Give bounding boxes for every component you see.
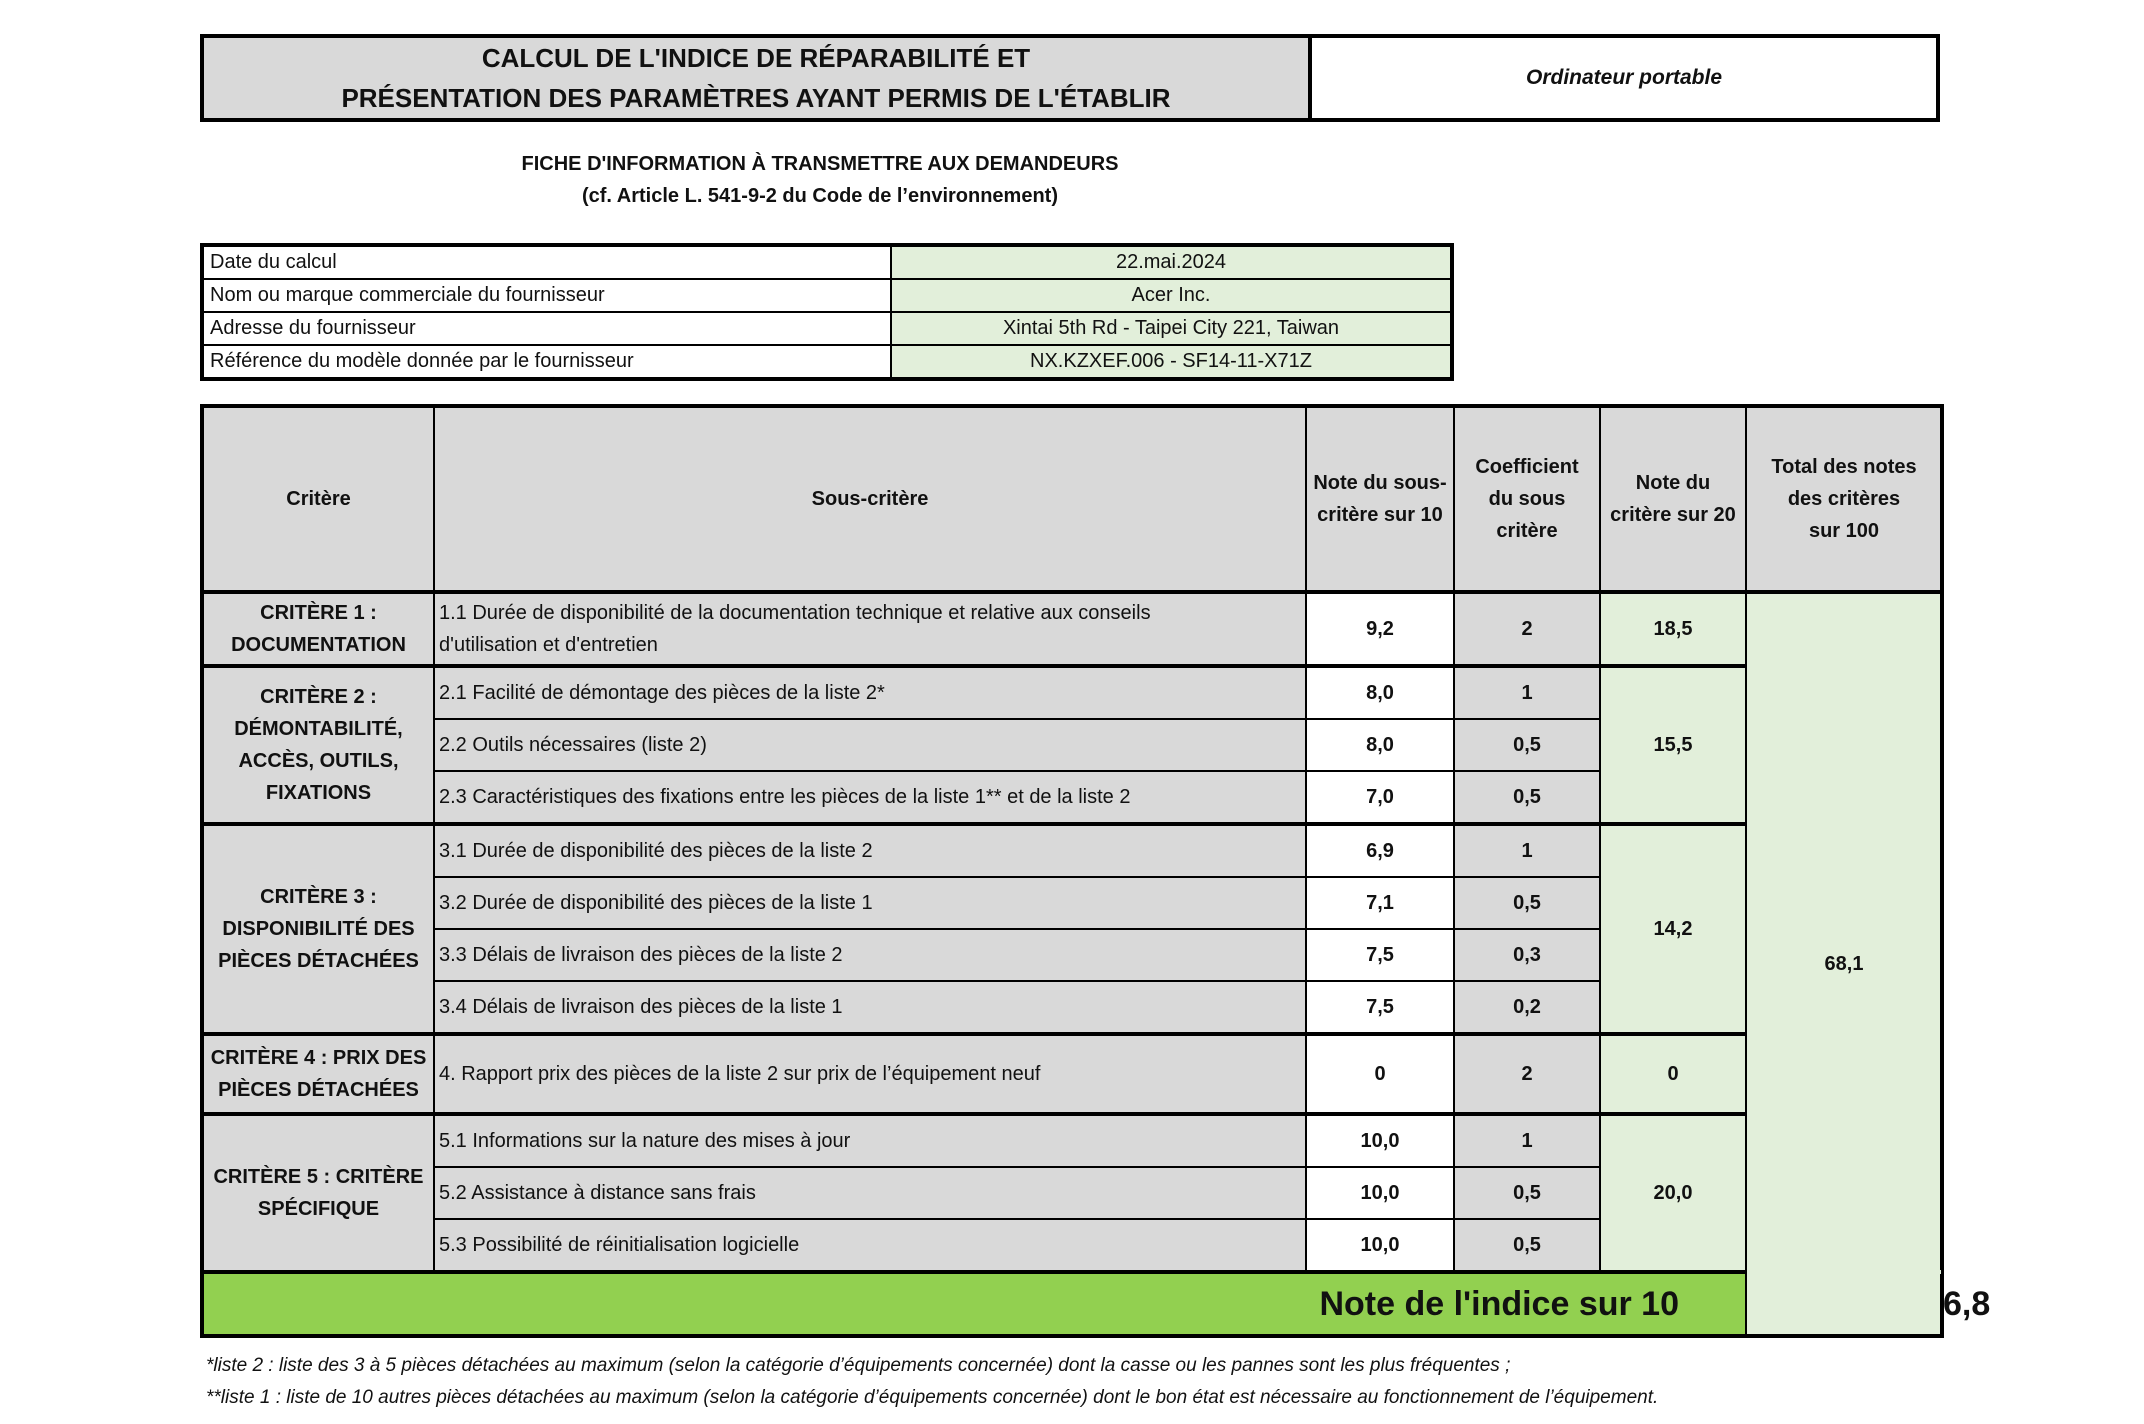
supplier-info-table xyxy=(200,243,1454,381)
subcriterion-note: 6,9 xyxy=(1306,824,1454,877)
criterion-3-score: 14,2 xyxy=(1600,824,1746,1034)
header-coefficient: Coefficient du sous critère xyxy=(1454,406,1600,592)
subcriterion-coef: 0,5 xyxy=(1454,1167,1600,1219)
product-type: Ordinateur portable xyxy=(1525,66,1723,89)
subcriterion-label: 5.1 Informations sur la nature des mises à jour xyxy=(434,1114,1306,1167)
subcriterion-note: 8,0 xyxy=(1306,666,1454,719)
info-value: Xintai 5th Rd - Taipei City 221, Taiwan xyxy=(891,312,1452,345)
repairability-table xyxy=(200,404,1991,1338)
subcriterion-label: 3.3 Délais de livraison des pièces de la liste 2 xyxy=(434,929,1306,981)
subcriterion-note: 7,5 xyxy=(1306,981,1454,1034)
subcriterion-coef: 2 xyxy=(1454,592,1600,666)
subcriterion-coef: 0,5 xyxy=(1454,1219,1600,1272)
report-title xyxy=(204,38,1312,118)
header-note-sous-critere: Note du sous- critère sur 10 xyxy=(1306,406,1454,592)
title-line-1: CALCUL DE L'INDICE DE RÉPARABILITÉ ET xyxy=(481,43,1031,73)
subcriterion-label: 2.3 Caractéristiques des fixations entre les pièces de la liste 1** et de la liste 2 xyxy=(434,771,1306,824)
table-row xyxy=(202,592,1942,666)
criterion-3-name: CRITÈRE 3 : DISPONIBILITÉ DES PIÈCES DÉTACHÉES xyxy=(202,824,434,1034)
subcriterion-label: 5.2 Assistance à distance sans frais xyxy=(434,1167,1306,1219)
info-row xyxy=(202,345,1452,379)
info-label: Référence du modèle donnée par le fournisseur xyxy=(202,345,891,379)
report-header xyxy=(200,34,1940,122)
total-score: 68,1 xyxy=(1746,592,1942,1336)
criterion-1-score: 18,5 xyxy=(1600,592,1746,666)
subcriterion-label: 3.4 Délais de livraison des pièces de la liste 1 xyxy=(434,981,1306,1034)
info-label: Date du calcul xyxy=(202,245,891,279)
info-value: NX.KZXEF.006 - SF14-11-X71Z xyxy=(891,345,1452,379)
table-row xyxy=(202,1034,1942,1114)
criterion-5-score: 20,0 xyxy=(1600,1114,1746,1272)
final-score-row: Note de l'indice sur 10 6,8 xyxy=(202,1272,1942,1336)
subcriterion-label: 1.1 Durée de disponibilité de la documentation technique et relative aux conseils d'utilisation et d'entretien xyxy=(434,592,1306,666)
subtitle-line-2: (cf. Article L. 541-9-2 du Code de l’environnement) xyxy=(581,185,1058,207)
header-note-critere: Note du critère sur 20 xyxy=(1600,406,1746,592)
table-row xyxy=(202,824,1942,877)
table-header-row xyxy=(202,406,1942,592)
header-sous-critere: Sous-critère xyxy=(434,406,1306,592)
table-row xyxy=(202,1114,1942,1167)
subcriterion-coef: 1 xyxy=(1454,1114,1600,1167)
subcriterion-coef: 2 xyxy=(1454,1034,1600,1114)
info-value: Acer Inc. xyxy=(891,279,1452,312)
subcriterion-label: 3.2 Durée de disponibilité des pièces de la liste 1 xyxy=(434,877,1306,929)
criterion-2-name: CRITÈRE 2 : DÉMONTABILITÉ, ACCÈS, OUTILS, FIXATIONS xyxy=(202,666,434,824)
subcriterion-label: 5.3 Possibilité de réinitialisation logicielle xyxy=(434,1219,1306,1272)
subcriterion-note: 0 xyxy=(1306,1034,1454,1114)
subcriterion-coef: 0,5 xyxy=(1454,877,1600,929)
info-value: 22.mai.2024 xyxy=(891,245,1452,279)
subcriterion-label: 2.2 Outils nécessaires (liste 2) xyxy=(434,719,1306,771)
info-row xyxy=(202,245,1452,279)
info-row xyxy=(202,279,1452,312)
info-label: Adresse du fournisseur xyxy=(202,312,891,345)
subcriterion-coef: 1 xyxy=(1454,824,1600,877)
subcriterion-coef: 0,2 xyxy=(1454,981,1600,1034)
subcriterion-label: 4. Rapport prix des pièces de la liste 2 sur prix de l’équipement neuf xyxy=(434,1034,1306,1114)
subcriterion-note: 8,0 xyxy=(1306,719,1454,771)
info-row xyxy=(202,312,1452,345)
final-score-label: Note de l'indice sur 10 xyxy=(202,1272,1746,1336)
criterion-1-name: CRITÈRE 1 : DOCUMENTATION xyxy=(202,592,434,666)
subcriterion-label: 2.1 Facilité de démontage des pièces de la liste 2* xyxy=(434,666,1306,719)
subcriterion-coef: 0,5 xyxy=(1454,719,1600,771)
criterion-5-name: CRITÈRE 5 : CRITÈRE SPÉCIFIQUE xyxy=(202,1114,434,1272)
subcriterion-note: 7,1 xyxy=(1306,877,1454,929)
subcriterion-note: 7,0 xyxy=(1306,771,1454,824)
subcriterion-note: 9,2 xyxy=(1306,592,1454,666)
subcriterion-note: 10,0 xyxy=(1306,1219,1454,1272)
title-line-2: PRÉSENTATION DES PARAMÈTRES AYANT PERMIS DE L'ÉTABLIR xyxy=(341,83,1171,113)
footnote-liste-1: **liste 1 : liste de 10 autres pièces détachées au maximum (selon la catégorie d’équipements concernée) dont le bon état est nécessaire au fonctionnement de l’équipement. xyxy=(206,1387,1659,1408)
criterion-4-score: 0 xyxy=(1600,1034,1746,1114)
header-total: Total des notes des critères sur 100 xyxy=(1746,406,1942,592)
criterion-2-score: 15,5 xyxy=(1600,666,1746,824)
subcriterion-coef: 0,3 xyxy=(1454,929,1600,981)
criterion-4-name: CRITÈRE 4 : PRIX DES PIÈCES DÉTACHÉES xyxy=(202,1034,434,1114)
subcriterion-note: 7,5 xyxy=(1306,929,1454,981)
subcriterion-coef: 1 xyxy=(1454,666,1600,719)
subcriterion-label: 3.1 Durée de disponibilité des pièces de la liste 2 xyxy=(434,824,1306,877)
subcriterion-coef: 0,5 xyxy=(1454,771,1600,824)
info-label: Nom ou marque commerciale du fournisseur xyxy=(202,279,891,312)
table-row xyxy=(202,666,1942,719)
header-critere: Critère xyxy=(202,406,434,592)
subtitle-line-1: FICHE D'INFORMATION À TRANSMETTRE AUX DEMANDEURS xyxy=(521,153,1119,175)
subcriterion-note: 10,0 xyxy=(1306,1114,1454,1167)
subcriterion-note: 10,0 xyxy=(1306,1167,1454,1219)
footnote-liste-2: *liste 2 : liste des 3 à 5 pièces détachées au maximum (selon la catégorie d’équipements concernée) dont la casse ou les pannes sont les plus fréquentes ; xyxy=(206,1355,1511,1376)
